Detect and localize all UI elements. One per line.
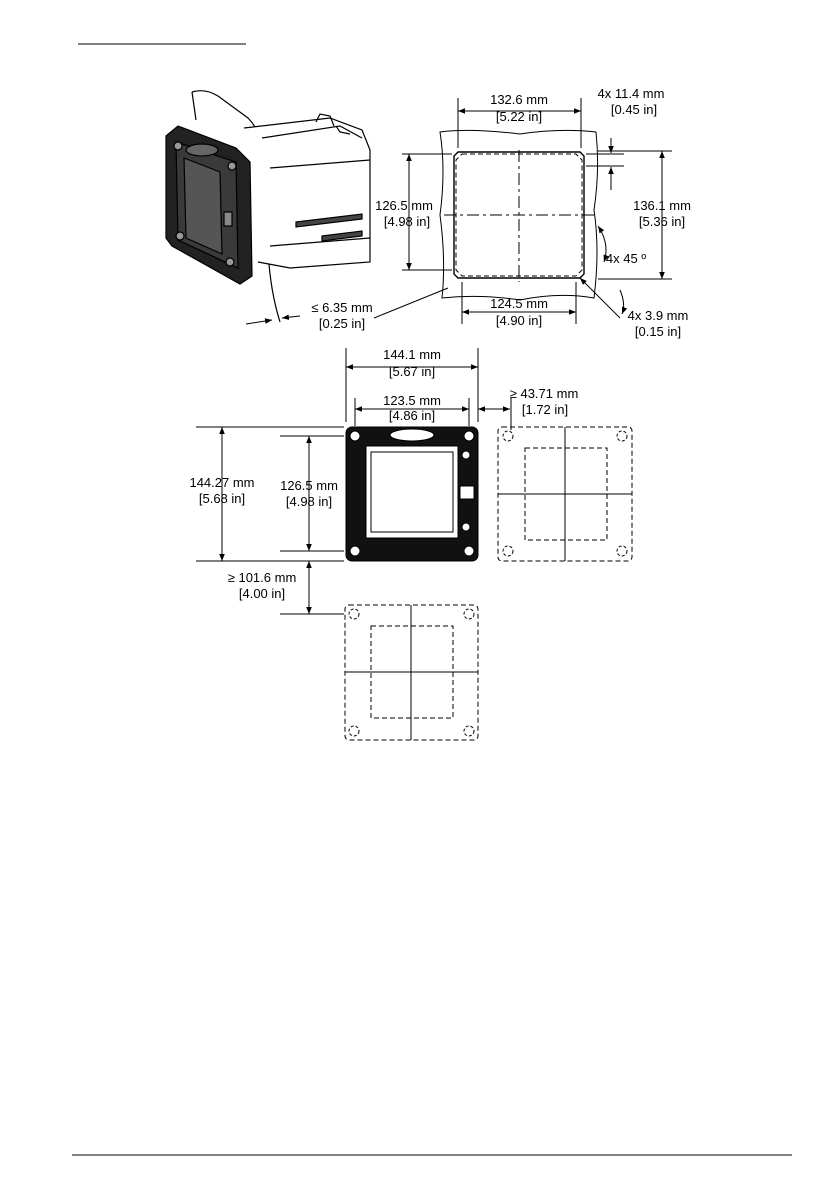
dim-3-9-in: [0.15 in]: [634, 324, 682, 339]
dim-43-mm: ≥ 43.71 mm: [509, 386, 579, 401]
adjacent-unit-bottom-outline: [345, 605, 478, 740]
dim-126a-in: [4.98 in]: [383, 214, 431, 229]
dim-6-35-in: [0.25 in]: [318, 316, 366, 331]
dim-6-35-mm: ≤ 6.35 mm: [311, 300, 373, 315]
controller-3d-view: [166, 91, 373, 322]
dim-132-mm: 132.6 mm: [490, 92, 548, 107]
dim-124-mm: 124.5 mm: [490, 296, 548, 311]
dim-43-in: [1.72 in]: [521, 402, 569, 417]
dim-11-mm: 4x 11.4 mm: [597, 86, 665, 101]
panel-cutout-view: [440, 130, 598, 300]
dim-3-9-mm: 4x 3.9 mm: [627, 308, 689, 323]
dim-144-27-in: [5.68 in]: [198, 491, 246, 506]
dim-144-1-in: [5.67 in]: [388, 364, 436, 379]
dim-11-in: [0.45 in]: [610, 102, 658, 117]
dim-126b-mm: 126.5 mm: [280, 478, 338, 493]
dim-144-27-mm: 144.27 mm: [189, 475, 255, 490]
dim-101-mm: ≥ 101.6 mm: [227, 570, 297, 585]
dim-angle: 4x 45 º: [605, 251, 647, 266]
dim-136-mm: 136.1 mm: [633, 198, 691, 213]
dim-132-in: [5.22 in]: [495, 109, 543, 124]
dim-123-in: [4.86 in]: [388, 408, 436, 423]
adjacent-unit-right-outline: [498, 427, 632, 561]
controller-front-view: [346, 427, 478, 561]
dim-126b-in: [4.98 in]: [285, 494, 333, 509]
dim-124-in: [4.90 in]: [495, 313, 543, 328]
dim-136-in: [5.36 in]: [638, 214, 686, 229]
dim-101-in: [4.00 in]: [238, 586, 286, 601]
dim-123-mm: 123.5 mm: [383, 393, 441, 408]
dim-144-1-mm: 144.1 mm: [383, 347, 441, 362]
dim-126a-mm: 126.5 mm: [375, 198, 433, 213]
